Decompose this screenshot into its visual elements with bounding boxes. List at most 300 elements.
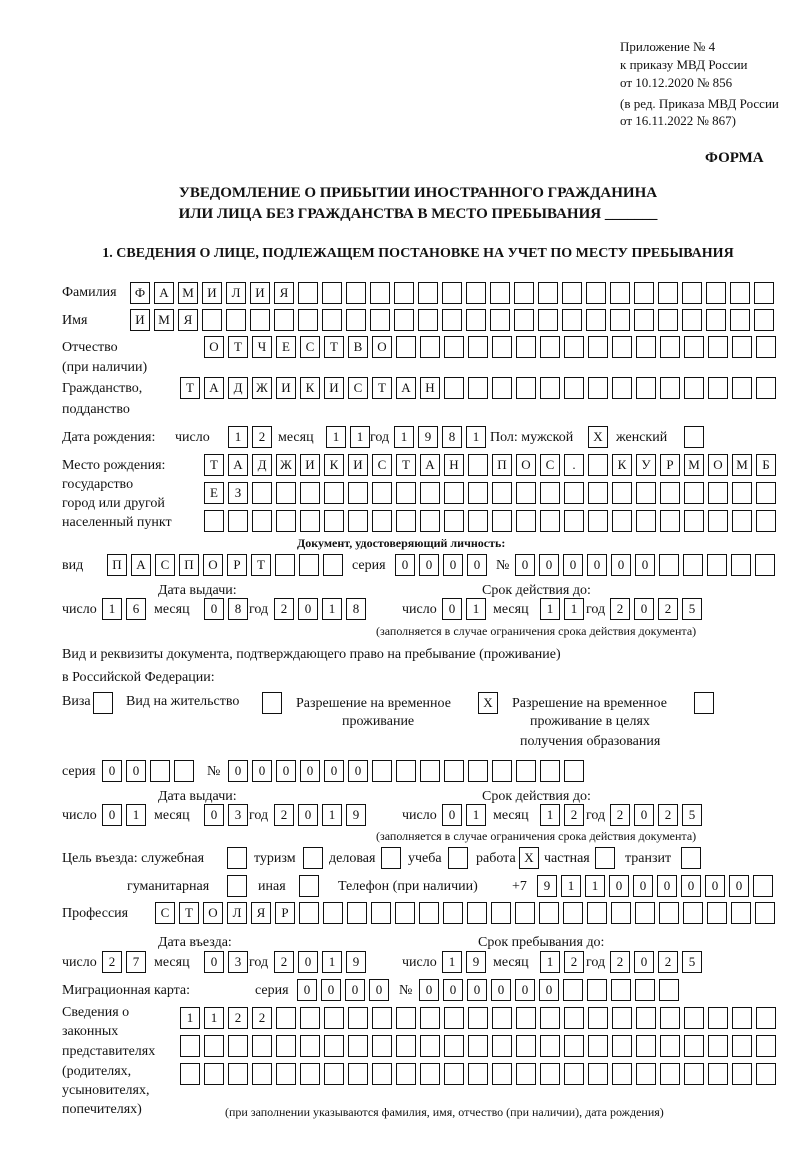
char-cell[interactable] [420,1063,440,1085]
char-cell[interactable]: 6 [126,598,146,620]
entry-month[interactable] [204,951,248,973]
char-cell[interactable] [732,1035,752,1057]
char-cell[interactable] [684,482,704,504]
char-cell[interactable]: 0 [204,804,224,826]
char-cell[interactable] [635,979,655,1001]
char-cell[interactable] [372,1035,392,1057]
char-cell[interactable]: П [107,554,127,576]
char-cell[interactable]: А [131,554,151,576]
char-cell[interactable] [468,336,488,358]
char-cell[interactable] [420,482,440,504]
char-cell[interactable]: 0 [102,760,122,782]
char-cell[interactable]: 1 [442,951,462,973]
char-cell[interactable]: О [203,902,223,924]
char-cell[interactable]: 0 [321,979,341,1001]
residence-permit-checkbox[interactable] [262,692,282,714]
char-cell[interactable] [228,1063,248,1085]
char-cell[interactable] [595,847,615,869]
right-issued-month[interactable] [204,804,248,826]
char-cell[interactable]: X [519,847,539,869]
char-cell[interactable]: 1 [540,598,560,620]
char-cell[interactable] [516,377,536,399]
char-cell[interactable]: Д [252,454,272,476]
char-cell[interactable] [420,510,440,532]
char-cell[interactable] [683,902,703,924]
purpose-tourism-checkbox[interactable] [303,847,323,869]
char-cell[interactable] [396,1035,416,1057]
char-cell[interactable]: А [204,377,224,399]
char-cell[interactable]: Л [226,282,246,304]
char-cell[interactable]: 1 [322,951,342,973]
char-cell[interactable] [756,482,776,504]
char-cell[interactable] [612,336,632,358]
char-cell[interactable]: 0 [635,554,655,576]
char-cell[interactable] [564,482,584,504]
char-cell[interactable] [372,760,392,782]
char-cell[interactable] [731,554,751,576]
char-cell[interactable] [540,377,560,399]
char-cell[interactable] [381,847,401,869]
surname-field[interactable] [130,282,774,304]
char-cell[interactable] [300,1063,320,1085]
char-cell[interactable] [684,1007,704,1029]
char-cell[interactable] [492,760,512,782]
char-cell[interactable] [372,510,392,532]
char-cell[interactable] [564,510,584,532]
char-cell[interactable] [515,902,535,924]
char-cell[interactable]: 0 [515,979,535,1001]
char-cell[interactable] [660,336,680,358]
stay-month[interactable] [540,951,584,973]
char-cell[interactable] [732,1007,752,1029]
char-cell[interactable] [348,482,368,504]
char-cell[interactable]: . [564,454,584,476]
char-cell[interactable] [396,336,416,358]
sex-male-checkbox[interactable] [588,426,608,448]
char-cell[interactable] [732,482,752,504]
char-cell[interactable] [324,1007,344,1029]
char-cell[interactable]: С [155,902,175,924]
char-cell[interactable] [588,454,608,476]
doc-issued-year[interactable] [274,598,366,620]
char-cell[interactable] [300,1007,320,1029]
char-cell[interactable]: Т [324,336,344,358]
char-cell[interactable]: Ч [252,336,272,358]
char-cell[interactable]: Ж [276,454,296,476]
char-cell[interactable] [372,482,392,504]
char-cell[interactable]: Ж [252,377,272,399]
char-cell[interactable]: О [516,454,536,476]
char-cell[interactable]: 1 [322,598,342,620]
char-cell[interactable] [202,309,222,331]
char-cell[interactable]: 1 [466,804,486,826]
char-cell[interactable]: 2 [658,598,678,620]
char-cell[interactable] [563,902,583,924]
char-cell[interactable] [660,1035,680,1057]
char-cell[interactable] [418,282,438,304]
char-cell[interactable] [756,1035,776,1057]
char-cell[interactable]: 2 [564,951,584,973]
char-cell[interactable] [204,1035,224,1057]
char-cell[interactable] [659,979,679,1001]
char-cell[interactable] [684,426,704,448]
char-cell[interactable] [516,510,536,532]
char-cell[interactable] [396,1007,416,1029]
char-cell[interactable] [540,482,560,504]
char-cell[interactable] [634,282,654,304]
char-cell[interactable]: Я [274,282,294,304]
char-cell[interactable]: Б [756,454,776,476]
char-cell[interactable] [514,282,534,304]
char-cell[interactable] [420,1035,440,1057]
char-cell[interactable] [492,482,512,504]
char-cell[interactable] [492,1063,512,1085]
char-cell[interactable]: О [203,554,223,576]
char-cell[interactable] [276,1035,296,1057]
char-cell[interactable]: 7 [126,951,146,973]
char-cell[interactable]: 0 [204,951,224,973]
char-cell[interactable]: Д [228,377,248,399]
char-cell[interactable] [756,1007,776,1029]
char-cell[interactable] [730,309,750,331]
char-cell[interactable] [540,1007,560,1029]
doc-valid-year[interactable] [610,598,702,620]
doc-issued-month[interactable] [204,598,248,620]
char-cell[interactable] [588,510,608,532]
entry-day[interactable] [102,951,146,973]
char-cell[interactable] [323,554,343,576]
char-cell[interactable] [564,1035,584,1057]
phone-field[interactable] [537,875,773,897]
dob-day-field[interactable] [228,426,272,448]
char-cell[interactable]: 1 [322,804,342,826]
patronymic-field[interactable] [204,336,776,358]
char-cell[interactable] [588,482,608,504]
char-cell[interactable]: Н [420,377,440,399]
char-cell[interactable] [468,1007,488,1029]
char-cell[interactable]: 1 [540,804,560,826]
char-cell[interactable] [732,510,752,532]
char-cell[interactable] [444,1007,464,1029]
char-cell[interactable] [370,309,390,331]
char-cell[interactable]: 0 [729,875,749,897]
char-cell[interactable] [395,902,415,924]
char-cell[interactable] [684,1035,704,1057]
legal-rep-field-3[interactable] [180,1063,776,1085]
char-cell[interactable]: 0 [298,804,318,826]
char-cell[interactable]: О [204,336,224,358]
char-cell[interactable] [540,510,560,532]
char-cell[interactable]: 8 [442,426,462,448]
char-cell[interactable] [448,847,468,869]
char-cell[interactable]: 0 [395,554,415,576]
char-cell[interactable] [372,1007,392,1029]
char-cell[interactable] [420,1007,440,1029]
char-cell[interactable] [491,902,511,924]
char-cell[interactable] [300,1035,320,1057]
char-cell[interactable] [180,1063,200,1085]
char-cell[interactable] [420,760,440,782]
char-cell[interactable] [299,875,319,897]
char-cell[interactable] [755,554,775,576]
char-cell[interactable]: 2 [252,1007,272,1029]
char-cell[interactable]: 0 [705,875,725,897]
char-cell[interactable]: 0 [634,598,654,620]
char-cell[interactable] [468,454,488,476]
dob-year-field[interactable] [394,426,486,448]
char-cell[interactable]: С [372,454,392,476]
char-cell[interactable]: 9 [346,804,366,826]
char-cell[interactable] [708,1007,728,1029]
char-cell[interactable] [540,1063,560,1085]
char-cell[interactable]: 0 [611,554,631,576]
char-cell[interactable]: В [348,336,368,358]
char-cell[interactable]: 1 [585,875,605,897]
profession-field[interactable] [155,902,775,924]
char-cell[interactable]: Р [227,554,247,576]
char-cell[interactable] [516,760,536,782]
char-cell[interactable]: 9 [346,951,366,973]
char-cell[interactable] [227,875,247,897]
char-cell[interactable]: А [154,282,174,304]
char-cell[interactable] [300,510,320,532]
char-cell[interactable]: 0 [563,554,583,576]
char-cell[interactable] [612,377,632,399]
char-cell[interactable]: 8 [228,598,248,620]
char-cell[interactable]: З [228,482,248,504]
char-cell[interactable]: 0 [252,760,272,782]
char-cell[interactable]: 1 [126,804,146,826]
char-cell[interactable]: 0 [298,951,318,973]
char-cell[interactable]: 0 [442,804,462,826]
name-field[interactable] [130,309,774,331]
char-cell[interactable] [490,282,510,304]
char-cell[interactable]: 5 [682,598,702,620]
char-cell[interactable] [588,336,608,358]
doc-number-field[interactable] [515,554,775,576]
char-cell[interactable] [612,482,632,504]
dob-month-field[interactable] [326,426,370,448]
char-cell[interactable]: 5 [682,951,702,973]
char-cell[interactable] [587,979,607,1001]
char-cell[interactable] [756,1063,776,1085]
char-cell[interactable] [660,1007,680,1029]
char-cell[interactable] [562,309,582,331]
doc-valid-day[interactable] [442,598,486,620]
char-cell[interactable] [348,1063,368,1085]
char-cell[interactable] [299,902,319,924]
char-cell[interactable]: К [324,454,344,476]
char-cell[interactable] [468,1063,488,1085]
char-cell[interactable] [442,309,462,331]
char-cell[interactable]: 2 [610,598,630,620]
char-cell[interactable] [468,760,488,782]
char-cell[interactable] [348,1035,368,1057]
char-cell[interactable] [753,875,773,897]
doc-kind-field[interactable] [107,554,343,576]
char-cell[interactable] [298,282,318,304]
char-cell[interactable]: 9 [466,951,486,973]
char-cell[interactable] [420,336,440,358]
char-cell[interactable] [443,902,463,924]
char-cell[interactable] [252,1063,272,1085]
char-cell[interactable]: 2 [274,598,294,620]
char-cell[interactable]: Л [227,902,247,924]
char-cell[interactable] [516,1035,536,1057]
char-cell[interactable] [636,336,656,358]
char-cell[interactable] [635,902,655,924]
char-cell[interactable]: 0 [657,875,677,897]
char-cell[interactable] [612,510,632,532]
char-cell[interactable] [636,1035,656,1057]
char-cell[interactable] [562,282,582,304]
char-cell[interactable]: 0 [491,979,511,1001]
char-cell[interactable] [564,1063,584,1085]
char-cell[interactable] [660,1063,680,1085]
char-cell[interactable]: Т [204,454,224,476]
char-cell[interactable] [467,902,487,924]
char-cell[interactable]: 0 [539,979,559,1001]
char-cell[interactable] [754,282,774,304]
purpose-other-checkbox[interactable] [299,875,319,897]
purpose-private-checkbox[interactable] [595,847,615,869]
char-cell[interactable]: 9 [418,426,438,448]
char-cell[interactable] [444,336,464,358]
char-cell[interactable] [708,1035,728,1057]
char-cell[interactable] [636,1007,656,1029]
char-cell[interactable] [588,1063,608,1085]
citizenship-field[interactable] [180,377,776,399]
char-cell[interactable] [684,336,704,358]
sex-female-checkbox[interactable] [684,426,704,448]
char-cell[interactable]: 0 [609,875,629,897]
char-cell[interactable] [708,510,728,532]
char-cell[interactable]: 2 [564,804,584,826]
char-cell[interactable] [444,482,464,504]
char-cell[interactable] [756,510,776,532]
char-cell[interactable] [730,282,750,304]
right-issued-year[interactable] [274,804,366,826]
purpose-work-checkbox[interactable] [519,847,539,869]
char-cell[interactable]: Я [178,309,198,331]
char-cell[interactable]: А [228,454,248,476]
char-cell[interactable] [610,282,630,304]
char-cell[interactable]: И [348,454,368,476]
char-cell[interactable] [682,282,702,304]
char-cell[interactable]: П [179,554,199,576]
char-cell[interactable] [707,554,727,576]
char-cell[interactable]: И [130,309,150,331]
char-cell[interactable] [303,847,323,869]
char-cell[interactable]: 2 [658,804,678,826]
char-cell[interactable] [396,1063,416,1085]
char-cell[interactable]: 0 [442,598,462,620]
char-cell[interactable] [442,282,462,304]
char-cell[interactable] [756,377,776,399]
char-cell[interactable] [611,979,631,1001]
right-series-field[interactable] [102,760,194,782]
char-cell[interactable]: 0 [419,554,439,576]
char-cell[interactable] [514,309,534,331]
char-cell[interactable]: И [276,377,296,399]
char-cell[interactable] [490,309,510,331]
char-cell[interactable] [276,482,296,504]
char-cell[interactable] [684,1063,704,1085]
char-cell[interactable] [418,309,438,331]
right-valid-month[interactable] [540,804,584,826]
char-cell[interactable] [611,902,631,924]
char-cell[interactable] [348,1007,368,1029]
char-cell[interactable] [586,309,606,331]
char-cell[interactable]: 0 [681,875,701,897]
char-cell[interactable] [276,1063,296,1085]
char-cell[interactable] [660,377,680,399]
char-cell[interactable]: X [588,426,608,448]
char-cell[interactable] [586,282,606,304]
char-cell[interactable]: Я [251,902,271,924]
char-cell[interactable] [706,282,726,304]
char-cell[interactable] [276,1007,296,1029]
char-cell[interactable]: 2 [610,951,630,973]
char-cell[interactable] [204,510,224,532]
char-cell[interactable] [564,377,584,399]
char-cell[interactable] [588,377,608,399]
char-cell[interactable] [636,377,656,399]
char-cell[interactable]: 0 [348,760,368,782]
char-cell[interactable]: 1 [561,875,581,897]
char-cell[interactable] [564,1007,584,1029]
char-cell[interactable] [204,1063,224,1085]
doc-valid-month[interactable] [540,598,584,620]
purpose-service-checkbox[interactable] [227,847,247,869]
char-cell[interactable] [707,902,727,924]
char-cell[interactable]: 2 [658,951,678,973]
char-cell[interactable]: 0 [634,951,654,973]
stay-day[interactable] [442,951,486,973]
char-cell[interactable] [300,482,320,504]
char-cell[interactable] [324,1063,344,1085]
char-cell[interactable]: 0 [126,760,146,782]
char-cell[interactable] [634,309,654,331]
char-cell[interactable] [324,1035,344,1057]
char-cell[interactable] [756,336,776,358]
char-cell[interactable]: 0 [443,979,463,1001]
char-cell[interactable] [227,847,247,869]
char-cell[interactable] [298,309,318,331]
stay-year[interactable] [610,951,702,973]
birthplace-field-2[interactable] [204,482,776,504]
char-cell[interactable]: 0 [300,760,320,782]
char-cell[interactable]: Р [275,902,295,924]
migcard-series-field[interactable] [297,979,389,1001]
char-cell[interactable]: 3 [228,804,248,826]
char-cell[interactable]: 1 [326,426,346,448]
char-cell[interactable] [347,902,367,924]
char-cell[interactable]: И [324,377,344,399]
char-cell[interactable] [706,309,726,331]
char-cell[interactable] [564,336,584,358]
char-cell[interactable]: У [636,454,656,476]
char-cell[interactable]: Н [444,454,464,476]
char-cell[interactable] [174,760,194,782]
char-cell[interactable] [538,309,558,331]
char-cell[interactable]: 0 [539,554,559,576]
char-cell[interactable] [228,1035,248,1057]
char-cell[interactable] [610,309,630,331]
char-cell[interactable] [396,482,416,504]
char-cell[interactable] [394,309,414,331]
char-cell[interactable]: 1 [466,426,486,448]
